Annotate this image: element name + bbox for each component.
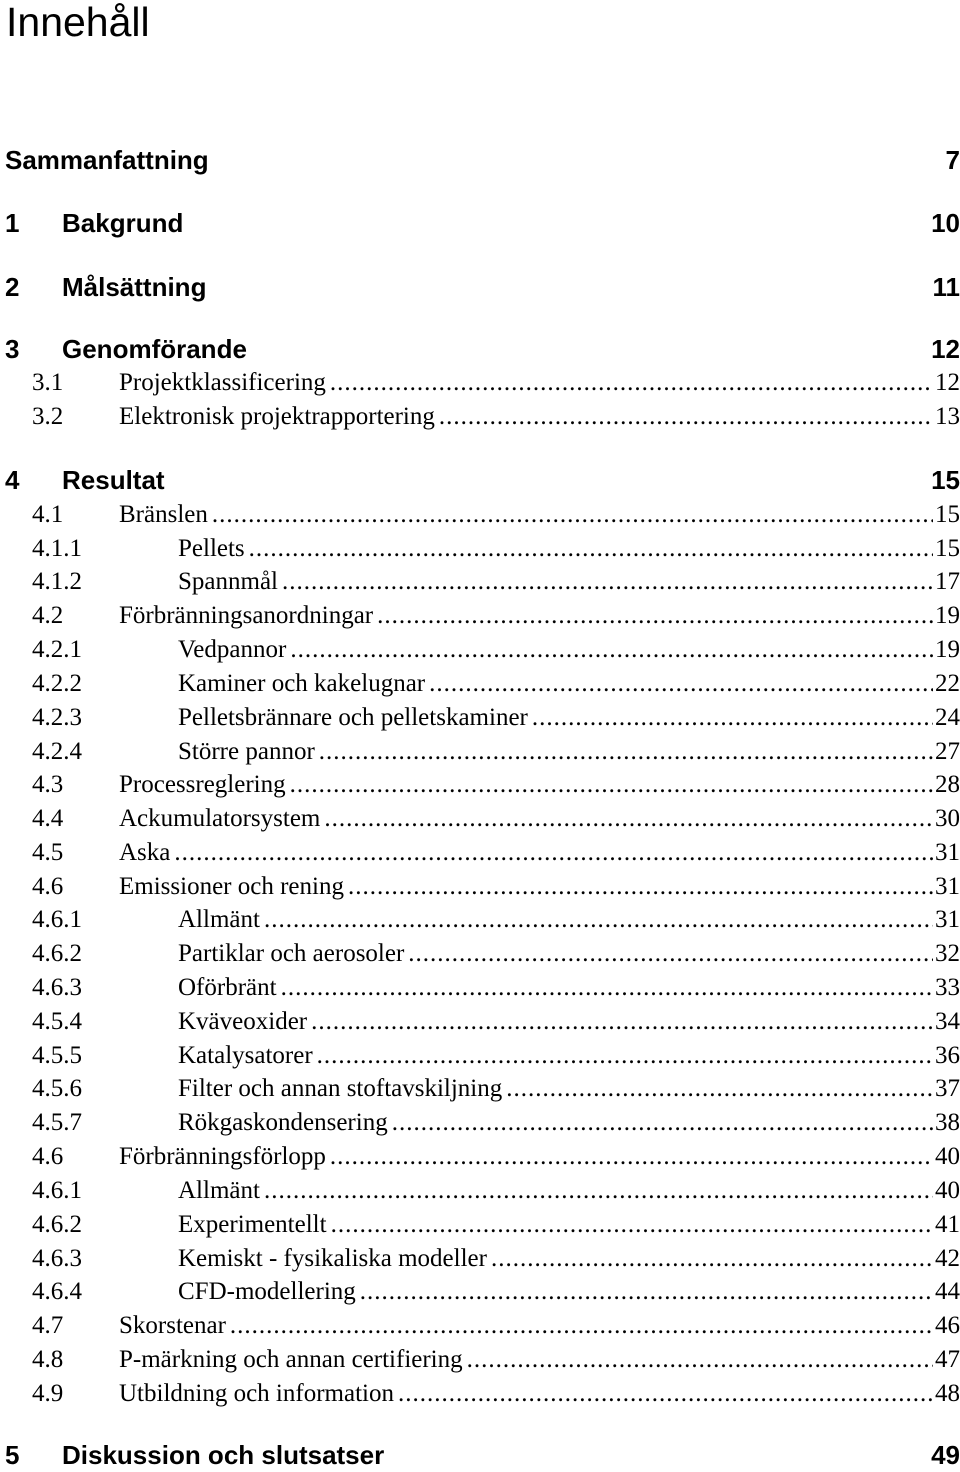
toc-entry-number: 4.1 [32,499,63,531]
dot-leader [360,1276,933,1308]
dot-leader [249,533,933,565]
toc-entry-page: 27 [935,736,960,768]
toc-subsection-entry[interactable] [0,1209,960,1241]
toc-chapter-entry[interactable] [0,143,960,177]
toc-entry-number: 4.4 [32,803,63,835]
dot-leader [290,769,933,801]
toc-entry-title: Allmänt [178,904,260,936]
toc-entry-title: Förbränningsanordningar [119,600,373,632]
toc-entry-title: Pellets [178,533,245,565]
toc-entry-page: 19 [935,600,960,632]
toc-chapter-entry[interactable] [0,206,960,240]
toc-entry-page: 40 [935,1175,960,1207]
toc-entry-page: 12 [935,367,960,399]
toc-entry-title: Spannmål [178,566,278,598]
dot-leader [348,871,933,903]
toc-chapter-entry[interactable] [0,332,960,366]
toc-entry-number: 4.5.5 [32,1040,82,1072]
toc-entry-number: 4.5.6 [32,1073,82,1105]
toc-entry-leader-row [119,1378,960,1410]
toc-section-entry[interactable] [0,401,960,433]
toc-entry-leader-row [178,904,960,936]
toc-subsection-entry[interactable] [0,972,960,1004]
dot-leader [506,1073,933,1105]
toc-subsection-entry[interactable] [0,1040,960,1072]
toc-subsection-entry[interactable] [0,1276,960,1308]
toc-entry-number: 4.2.4 [32,736,82,768]
toc-entry-number: 4.6.3 [32,1243,82,1275]
toc-entry-number: 4.6.2 [32,1209,82,1241]
toc-entry-title: Elektronisk projektrapportering [119,401,435,433]
toc-entry-leader-row [119,1344,960,1376]
toc-entry-title: Pelletsbrännare och pelletskaminer [178,702,528,734]
dot-leader [408,938,933,970]
toc-entry-leader-row [178,938,960,970]
dot-leader [317,1040,933,1072]
toc-entry-title: Kväveoxider [178,1006,307,1038]
toc-entry-title: Sammanfattning [5,143,209,177]
toc-entry-title: Större pannor [178,736,315,768]
toc-entry-leader-row [178,1040,960,1072]
toc-section-entry[interactable] [0,871,960,903]
toc-subsection-entry[interactable] [0,1243,960,1275]
toc-entry-number: 4.2.3 [32,702,82,734]
dot-leader [330,367,933,399]
dot-leader [290,634,933,666]
toc-entry-page: 37 [935,1073,960,1105]
toc-entry-title: Emissioner och rening [119,871,344,903]
toc-entry-page: 15 [935,499,960,531]
toc-entry-number: 4.5.4 [32,1006,82,1038]
toc-entry-title: Ackumulatorsystem [119,803,320,835]
toc-entry-leader-row [178,972,960,1004]
toc-subsection-entry[interactable] [0,533,960,565]
toc-subsection-entry[interactable] [0,1107,960,1139]
toc-entry-title: Diskussion och slutsatser [62,1438,384,1472]
toc-entry-leader-row [178,1073,960,1105]
toc-subsection-entry[interactable] [0,1073,960,1105]
toc-entry-title: Bakgrund [62,206,183,240]
toc-entry-title: CFD-modellering [178,1276,356,1308]
toc-entry-number: 1 [5,206,19,240]
toc-entry-leader-row [178,1107,960,1139]
toc-entry-page: 49 [931,1438,960,1472]
toc-entry-title: Aska [119,837,170,869]
toc-entry-title: Processreglering [119,769,286,801]
toc-entry-leader-row [178,634,960,666]
toc-entry-leader-row [119,769,960,801]
toc-entry-title: Genomförande [62,332,247,366]
toc-entry-number: 4.2.2 [32,668,82,700]
toc-entry-page: 44 [935,1276,960,1308]
dot-leader [429,668,933,700]
toc-entry-page: 28 [935,769,960,801]
toc-entry-number: 4.6.1 [32,904,82,936]
dot-leader [311,1006,933,1038]
toc-entry-title: Kaminer och kakelugnar [178,668,425,700]
toc-entry-title: P-märkning och annan certifiering [119,1344,463,1376]
toc-entry-leader-row [178,1175,960,1207]
toc-section-entry[interactable] [0,1141,960,1173]
toc-entry-page: 15 [931,463,960,497]
toc-subsection-entry[interactable] [0,1006,960,1038]
toc-entry-number: 4.9 [32,1378,63,1410]
toc-entry-title: Skorstenar [119,1310,226,1342]
toc-entry-leader-row [119,499,960,531]
dot-leader [319,736,933,768]
toc-entry-title: Oförbränt [178,972,277,1004]
toc-entry-page: 10 [931,206,960,240]
toc-entry-title: Allmänt [178,1175,260,1207]
toc-entry-page: 42 [935,1243,960,1275]
toc-section-entry[interactable] [0,499,960,531]
toc-entry-number: 4.2.1 [32,634,82,666]
toc-entry-page: 48 [935,1378,960,1410]
toc-entry-leader-row [178,668,960,700]
toc-entry-page: 17 [935,566,960,598]
dot-leader [212,499,933,531]
toc-entry-page: 7 [946,143,960,177]
toc-entry-leader-row [119,401,960,433]
toc-entry-page: 31 [935,871,960,903]
toc-entry-number: 4.6.4 [32,1276,82,1308]
toc-entry-number: 4.6.3 [32,972,82,1004]
toc-chapter-entry[interactable] [0,1438,960,1472]
toc-entry-page: 12 [931,332,960,366]
dot-leader [324,803,933,835]
toc-entry-leader-row [178,1276,960,1308]
toc-entry-number: 4.5 [32,837,63,869]
toc-entry-title: Experimentellt [178,1209,327,1241]
toc-entry-number: 4.3 [32,769,63,801]
toc-entry-page: 15 [935,533,960,565]
toc-entry-number: 5 [5,1438,19,1472]
toc-entry-page: 19 [935,634,960,666]
toc-section-entry[interactable] [0,367,960,399]
dot-leader [439,401,933,433]
toc-entry-leader-row [178,1243,960,1275]
dot-leader [491,1243,933,1275]
toc-entry-number: 4.8 [32,1344,63,1376]
dot-leader [377,600,933,632]
toc-chapter-entry[interactable] [0,270,960,304]
toc-entry-page: 32 [935,938,960,970]
toc-entry-page: 47 [935,1344,960,1376]
toc-entry-number: 4.1.2 [32,566,82,598]
toc-subsection-entry[interactable] [0,566,960,598]
toc-entry-page: 46 [935,1310,960,1342]
dot-leader [282,566,933,598]
toc-entry-number: 2 [5,270,19,304]
dot-leader [174,837,933,869]
toc-entry-title: Resultat [62,463,165,497]
dot-leader [281,972,933,1004]
toc-entry-number: 4.5.7 [32,1107,82,1139]
toc-entry-number: 4.7 [32,1310,63,1342]
toc-entry-leader-row [178,1209,960,1241]
toc-entry-page: 22 [935,668,960,700]
toc-entry-number: 3 [5,332,19,366]
toc-subsection-entry[interactable] [0,634,960,666]
toc-subsection-entry[interactable] [0,736,960,768]
toc-entry-leader-row [119,871,960,903]
toc-entry-page: 34 [935,1006,960,1038]
toc-entry-leader-row [178,702,960,734]
toc-subsection-entry[interactable] [0,668,960,700]
toc-entry-page: 24 [935,702,960,734]
toc-entry-leader-row [178,566,960,598]
toc-entry-page: 38 [935,1107,960,1139]
toc-entry-page: 41 [935,1209,960,1241]
toc-entry-title: Kemiskt - fysikaliska modeller [178,1243,487,1275]
toc-entry-leader-row [119,1141,960,1173]
dot-leader [264,1175,933,1207]
toc-entry-number: 4.6.1 [32,1175,82,1207]
toc-entry-title: Förbränningsförlopp [119,1141,326,1173]
toc-section-entry[interactable] [0,803,960,835]
toc-entry-number: 4.6.2 [32,938,82,970]
toc-entry-number: 4 [5,463,19,497]
dot-leader [467,1344,933,1376]
dot-leader [264,904,933,936]
toc-subsection-entry[interactable] [0,904,960,936]
toc-entry-leader-row [119,1310,960,1342]
toc-section-entry[interactable] [0,1378,960,1410]
toc-entry-title: Målsättning [62,270,206,304]
toc-section-entry[interactable] [0,837,960,869]
dot-leader [532,702,933,734]
toc-entry-page: 31 [935,837,960,869]
toc-entry-number: 4.2 [32,600,63,632]
toc-section-entry[interactable] [0,1344,960,1376]
toc-entry-title: Partiklar och aerosoler [178,938,404,970]
toc-entry-number: 4.6 [32,871,63,903]
toc-entry-number: 3.1 [32,367,63,399]
toc-entry-page: 11 [933,270,960,304]
toc-subsection-entry[interactable] [0,1175,960,1207]
toc-entry-page: 31 [935,904,960,936]
dot-leader [392,1107,933,1139]
toc-entry-page: 33 [935,972,960,1004]
dot-leader [398,1378,933,1410]
toc-entry-leader-row [178,736,960,768]
toc-subsection-entry[interactable] [0,702,960,734]
toc-entry-leader-row [119,803,960,835]
toc-entry-title: Utbildning och information [119,1378,394,1410]
toc-section-entry[interactable] [0,600,960,632]
dot-leader [230,1310,933,1342]
toc-entry-title: Projektklassificering [119,367,326,399]
toc-subsection-entry[interactable] [0,938,960,970]
dot-leader [331,1209,933,1241]
toc-entry-number: 4.1.1 [32,533,82,565]
toc-entry-leader-row [119,367,960,399]
toc-entry-page: 13 [935,401,960,433]
toc-entry-title: Rökgaskondensering [178,1107,388,1139]
page-title: Innehåll [6,0,150,46]
toc-entry-page: 30 [935,803,960,835]
toc-entry-leader-row [178,1006,960,1038]
toc-chapter-entry[interactable] [0,463,960,497]
toc-entry-number: 4.6 [32,1141,63,1173]
toc-entry-title: Bränslen [119,499,208,531]
toc-entry-number: 3.2 [32,401,63,433]
toc-entry-page: 40 [935,1141,960,1173]
toc-entry-leader-row [178,533,960,565]
dot-leader [330,1141,933,1173]
toc-entry-title: Vedpannor [178,634,286,666]
toc-entry-title: Katalysatorer [178,1040,313,1072]
toc-entry-leader-row [119,600,960,632]
toc-entry-title: Filter och annan stoftavskiljning [178,1073,502,1105]
toc-section-entry[interactable] [0,1310,960,1342]
toc-entry-page: 36 [935,1040,960,1072]
toc-section-entry[interactable] [0,769,960,801]
toc-entry-leader-row [119,837,960,869]
